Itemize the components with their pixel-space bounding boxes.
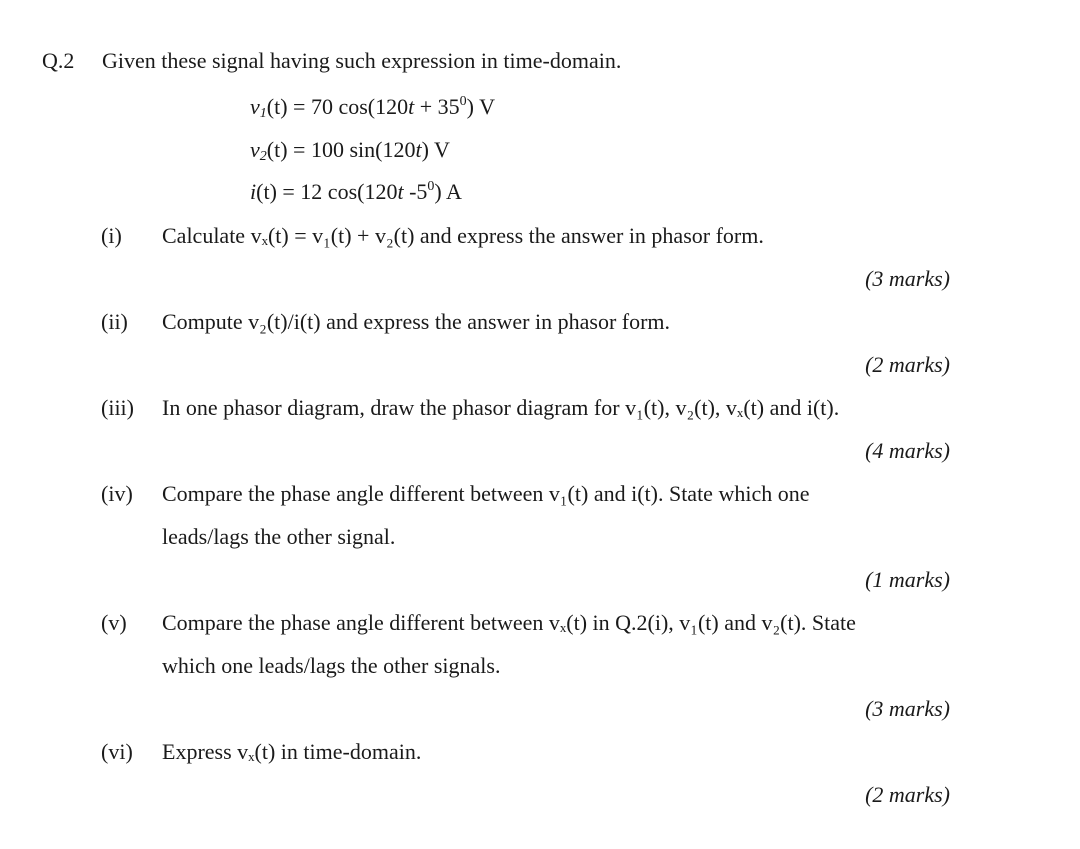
equation-i: i(t) = 12 cos(120t $-5^0$) A xyxy=(250,179,462,204)
part-iv-label: (iv) xyxy=(101,481,133,506)
part-vi-marks: (2 marks) xyxy=(865,782,950,807)
part-iii-text: In one phasor diagram, draw the phasor diagram for v₁(t), v₂(t), vₓ(t) and i(t). xyxy=(162,395,840,420)
part-v-text-line2: which one leads/lags the other signals. xyxy=(162,653,501,678)
part-i-label: (i) xyxy=(101,223,122,248)
part-v-text-line1: Compare the phase angle different between vₓ(t) in Q.2(i), v₁(t) and v₂(t). State xyxy=(162,610,856,635)
part-iii-marks: (4 marks) xyxy=(865,438,950,463)
equation-v1: $v_1(t) = 70$ $\cos(120t + 35^0)$ V xyxy=(250,94,495,121)
part-v-marks: (3 marks) xyxy=(865,696,950,721)
part-i-text: Calculate vₓ(t) = v₁(t) + v₂(t) and express the answer in phasor form. xyxy=(162,223,764,248)
part-vi-text: Express vₓ(t) in time-domain. xyxy=(162,739,422,764)
part-ii-text: Compute v₂(t)/i(t) and express the answer in phasor form. xyxy=(162,309,671,334)
part-v-label: (v) xyxy=(101,610,127,635)
part-iv-text-line1: Compare the phase angle different between v₁(t) and i(t). State which one xyxy=(162,481,810,506)
equation-v2: $v_2(t) = 100$ sin(120t) V xyxy=(250,137,450,164)
question-intro: Given these signal having such expression in time-domain. xyxy=(102,48,622,73)
part-i-marks: (3 marks) xyxy=(865,266,950,291)
part-ii-marks: (2 marks) xyxy=(865,352,950,377)
part-iv-text-line2: leads/lags the other signal. xyxy=(162,524,396,549)
part-vi-label: (vi) xyxy=(101,739,133,764)
part-iv-marks: (1 marks) xyxy=(865,567,950,592)
part-ii-label: (ii) xyxy=(101,309,128,334)
question-number: Q.2 xyxy=(42,48,75,73)
part-iii-label: (iii) xyxy=(101,395,134,420)
